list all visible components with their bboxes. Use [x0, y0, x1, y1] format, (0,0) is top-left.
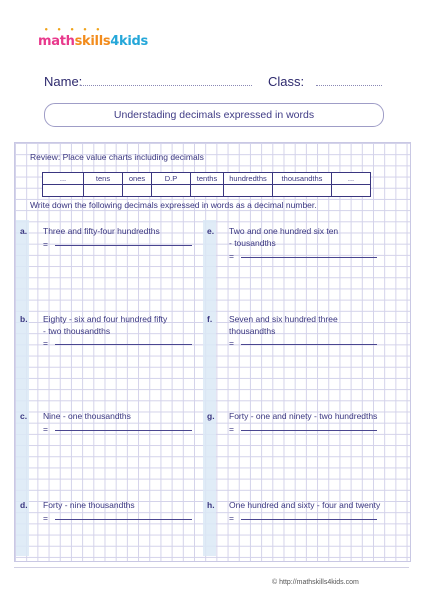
review-text: Review: Place value charts including decimals: [30, 152, 204, 162]
equals-sign: =: [43, 338, 48, 348]
problem-text: One hundred and sixty - four and twenty: [229, 500, 381, 510]
pv-cell: tens: [84, 173, 123, 185]
logo: [38, 26, 148, 49]
answer-line[interactable]: [55, 344, 192, 345]
pv-blank-cell[interactable]: [224, 185, 273, 197]
problem-text: Three and fifty-four hundredths: [43, 226, 160, 236]
pv-cell: ...: [332, 173, 371, 185]
problem-text: Two and one hundred six ten: [229, 226, 339, 236]
pv-blank-cell[interactable]: [332, 185, 371, 197]
answer-line[interactable]: [241, 519, 377, 520]
problem-text-continued: - tousandths: [229, 238, 276, 248]
equals-sign: =: [229, 251, 234, 261]
answer-line[interactable]: [55, 430, 192, 431]
equals-sign: =: [229, 424, 234, 434]
place-value-chart: [42, 172, 371, 197]
name-label: Name:: [44, 74, 83, 89]
problem-label: e.: [207, 226, 215, 236]
pv-cell: D.P: [152, 173, 191, 185]
logo-dots: • • • • •: [44, 26, 104, 34]
pv-blank-cell[interactable]: [123, 185, 152, 197]
worksheet-title: Understading decimals expressed in words: [44, 103, 384, 127]
pv-cell: hundredths: [224, 173, 273, 185]
problem-text: Seven and six hundred three: [229, 314, 338, 324]
problem-label: f.: [207, 314, 213, 324]
equals-sign: =: [229, 338, 234, 348]
equals-sign: =: [43, 239, 48, 249]
pv-blank-cell[interactable]: [152, 185, 191, 197]
problem-text: Eighty - six and four hundred fifty: [43, 314, 168, 324]
problem-label: c.: [20, 411, 28, 421]
problem-label: g.: [207, 411, 215, 421]
problem-label: a.: [20, 226, 28, 236]
answer-line[interactable]: [55, 519, 192, 520]
answer-line[interactable]: [55, 245, 192, 246]
answer-line[interactable]: [241, 257, 377, 258]
pv-cell: thousandths: [273, 173, 332, 185]
place-value-empty-row: [43, 185, 371, 197]
pv-cell: tenths: [191, 173, 224, 185]
equals-sign: =: [43, 513, 48, 523]
equals-sign: =: [43, 424, 48, 434]
pv-cell: ...: [43, 173, 84, 185]
pv-blank-cell[interactable]: [84, 185, 123, 197]
instruction-text: Write down the following decimals expressed in words as a decimal number.: [30, 200, 317, 210]
problem-label: h.: [207, 500, 215, 510]
answer-line[interactable]: [241, 430, 377, 431]
problem-text: Forty - one and ninety - two hundredths: [229, 411, 378, 421]
footer-divider: [14, 567, 409, 568]
place-value-header-row: [43, 173, 371, 185]
logo-text-math: math: [38, 34, 75, 49]
class-label: Class:: [268, 74, 305, 89]
answer-line[interactable]: [241, 344, 377, 345]
name-field[interactable]: [80, 85, 252, 86]
pv-cell: ones: [123, 173, 152, 185]
problem-text: Forty - nine thousandths: [43, 500, 135, 510]
equals-sign: =: [229, 513, 234, 523]
problem-text-continued: thousandths: [229, 326, 276, 336]
problem-label: b.: [20, 314, 28, 324]
footer-copyright: © http://mathskills4kids.com: [272, 579, 359, 586]
logo-text-skills: skills: [74, 34, 111, 49]
problem-text-continued: - two thousandths: [43, 326, 111, 336]
problem-label: d.: [20, 500, 28, 510]
pv-blank-cell[interactable]: [43, 185, 84, 197]
pv-blank-cell[interactable]: [191, 185, 224, 197]
pv-blank-cell[interactable]: [273, 185, 332, 197]
logo-text-4kids: 4kids: [110, 34, 148, 49]
problem-text: Nine - one thousandths: [43, 411, 131, 421]
class-field[interactable]: [316, 85, 382, 86]
